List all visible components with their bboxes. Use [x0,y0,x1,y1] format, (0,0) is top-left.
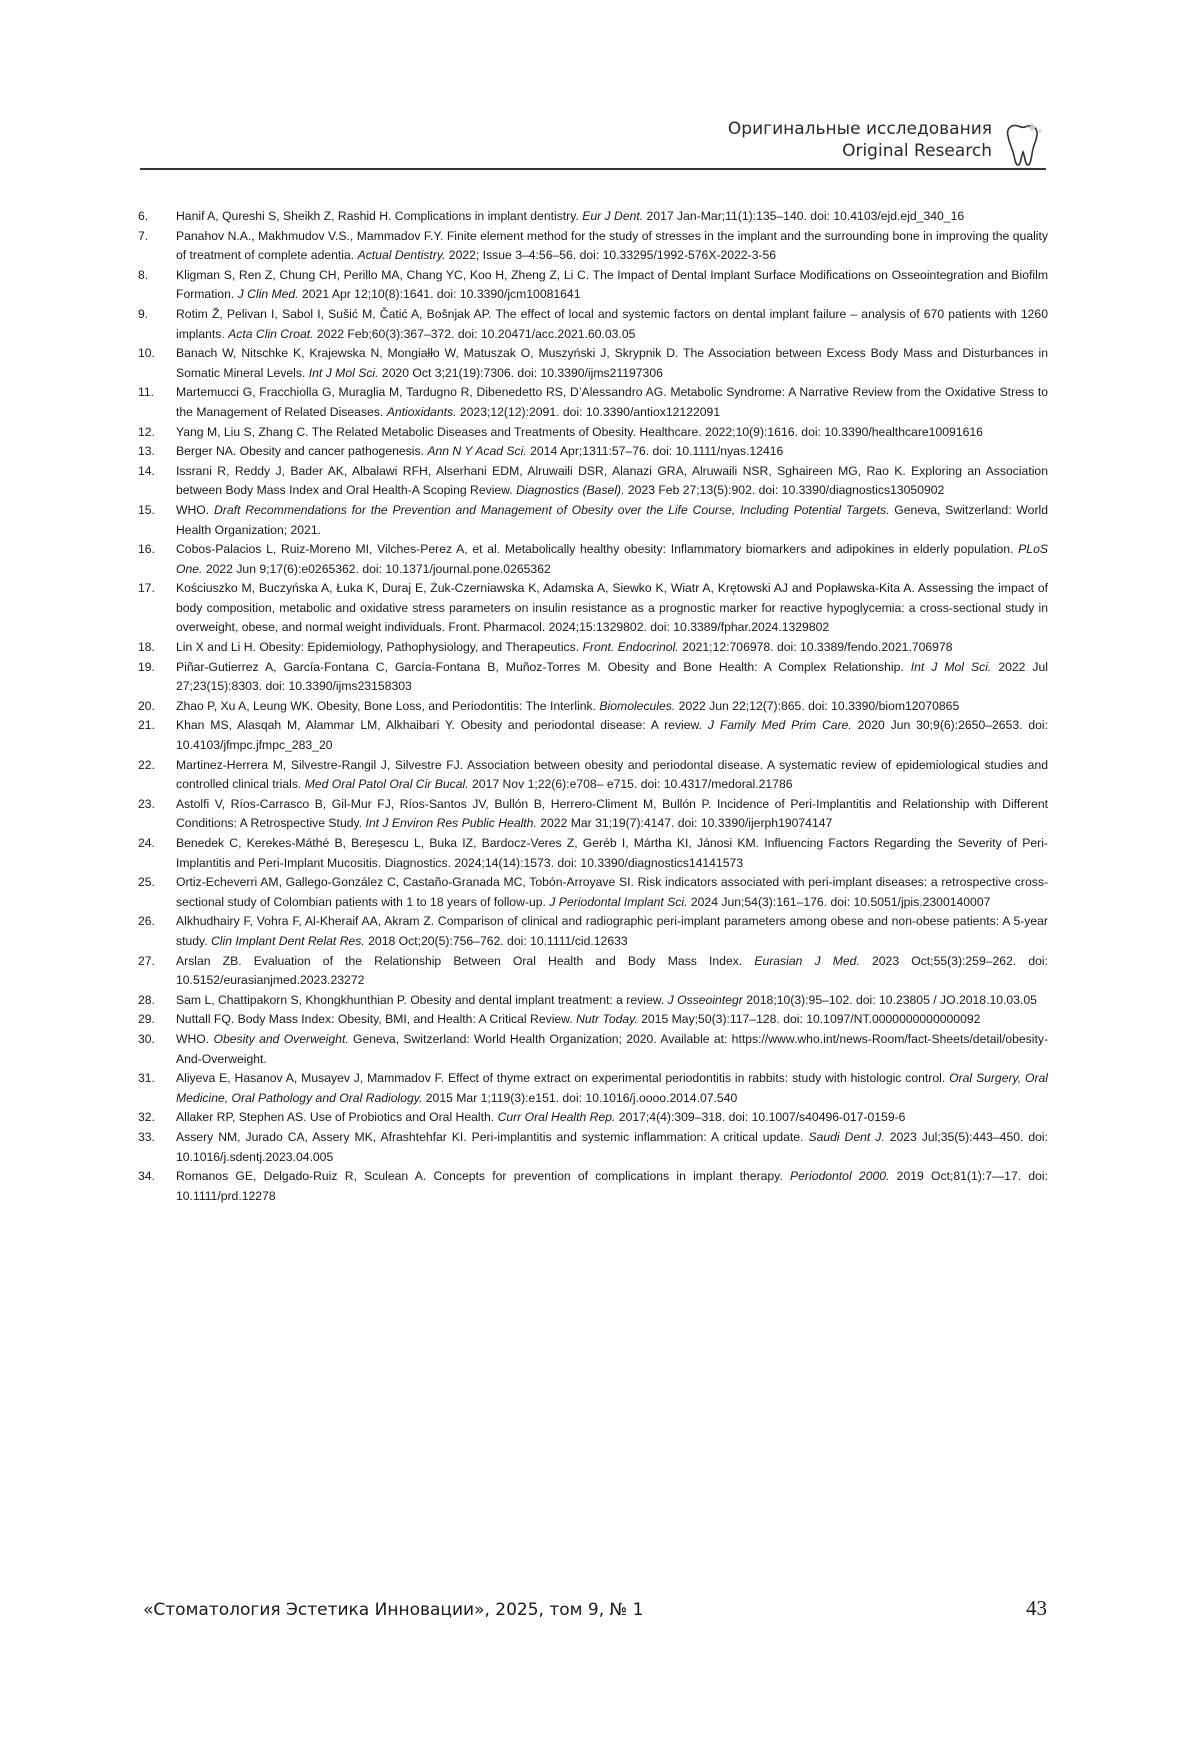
reference-item [138,873,1048,912]
section-title-ru: Оригинальные исследования [727,119,992,139]
reference-number: 31. [138,1071,155,1086]
reference-item [138,1128,1048,1167]
reference-number: 14. [138,463,155,478]
reference-number: 11. [138,385,155,400]
reference-number: 13. [138,444,155,459]
reference-item [138,1069,1048,1108]
reference-text: Astolfi V, Ríos-Carrasco B, Gil-Mur FJ, Ríos-Santos JV, Bullón B, Herrero-Climent M, Bullón P. Incidence of Peri-Implantitis and Relationship with Different Conditions: A Retrospective Study. Int J Environ Res Public Health. 2022 Mar 31;19(7):4147. doi: 10.3390/ijerph19074147 [176,796,1048,831]
reference-text: Piñar-Gutierrez A, García-Fontana C, García-Fontana B, Muñoz-Torres M. Obesity and Bone Health: A Complex Relationship. Int J Mol Sci. 2022 Jul 27;23(15):8303. doi: 10.3390/ijms23158303 [176,659,1048,694]
reference-text: Berger NA. Obesity and cancer pathogenesis. Ann N Y Acad Sci. 2014 Apr;1311:57–76. doi: 10.1111/nyas.12416 [176,444,784,459]
reference-number: 19. [138,659,155,674]
reference-text: Hanif A, Qureshi S, Sheikh Z, Rashid H. Complications in implant dentistry. Eur J Dent. 2017 Jan-Mar;11(1):135–140. doi: 10.4103/ejd.ejd_340_16 [176,209,965,223]
reference-text: Zhao P, Xu A, Leung WK. Obesity, Bone Loss, and Periodontitis: The Interlink. Biomolecules. 2022 Jun 22;12(7):865. doi: 10.3390/biom12070865 [176,698,960,713]
reference-item [138,1167,1048,1206]
reference-number: 29. [138,1012,155,1027]
reference-number: 23. [138,796,155,811]
reference-number: 18. [138,640,155,655]
reference-item [138,795,1048,834]
reference-item [138,912,1048,951]
reference-number: 15. [138,502,155,517]
reference-item [138,1108,1048,1128]
reference-item [138,579,1048,638]
reference-item [138,658,1048,697]
reference-item [138,638,1048,658]
reference-item [138,344,1048,383]
reference-text: Alkhudhairy F, Vohra F, Al-Kheraif AA, Akram Z. Comparison of clinical and radiographic peri-implant parameters among obese and non-obese patients: A 5-year study. Clin Implant Dent Relat Res. 2018 Oct;20(5):756–762. doi: 10.1111/cid.12633 [176,914,1048,948]
reference-number: 17. [138,581,155,596]
reference-number: 20. [138,698,155,713]
section-title [728,118,992,162]
section-title-en: Original Research [842,141,992,161]
reference-list [138,207,1048,1206]
footer-journal-citation: «Стоматология Эстетика Инновации», 2025, том 9, № 1 [143,1600,644,1620]
reference-text: Martemucci G, Fracchiolla G, Muraglia M, Tardugno R, Dibenedetto RS, D’Alessandro AG. Metabolic Syndrome: A Narrative Review from the Oxidative Stress to the Management of Related Diseases. Antioxidants. 2023;12(12):2091. doi: 10.3390/antiox12122091 [176,385,1048,419]
reference-item [138,1030,1048,1069]
reference-text: WHO. Obesity and Overweight. Geneva, Switzerland: World Health Organization; 2020. Available at: https://www.who.int/news-Room/fact-Sheets/detail/obesity-And-Overweight. [176,1031,1049,1066]
reference-text: Allaker RP, Stephen AS. Use of Probiotics and Oral Health. Curr Oral Health Rep. 2017;4(4):309–318. doi: 10.1007/s40496-017-0159-6 [176,1110,906,1125]
reference-text: Banach W, Nitschke K, Krajewska N, Mongiałło W, Matuszak O, Muszyński J, Skrypnik D. The Association between Excess Body Mass and Disturbances in Somatic Mineral Levels. Int J Mol Sci. 2020 Oct 3;21(19):7306. doi: 10.3390/ijms21197306 [176,346,1048,380]
page-header [140,118,1046,168]
reference-text: Benedek C, Kerekes-Máthé B, Bereșescu L, Buka IZ, Bardocz-Veres Z, Geréb I, Mártha KI, Jánosi KM. Influencing Factors Regarding the Severity of Peri-Implantitis and Peri-Implant Mucositis. Diagnostics. 2024;14(14):1573. doi: 10.3390/diagnostics14141573 [176,836,1048,870]
reference-item [138,442,1048,462]
reference-item [138,266,1048,305]
reference-number: 32. [138,1110,155,1125]
reference-item [138,834,1048,873]
reference-number: 34. [138,1169,155,1184]
reference-text: Martinez-Herrera M, Silvestre-Rangil J, Silvestre FJ. Association between obesity and periodontal disease. A systematic review of epidemiological studies and controlled clinical trials. Med Oral Patol Oral Cir Bucal. 2017 Nov 1;22(6):e708– e715. doi: 10.4317/medoral.21786 [176,757,1048,792]
reference-text: Khan MS, Alasqah M, Alammar LM, Alkhaibari Y. Obesity and periodontal disease: A review. J Family Med Prim Care. 2020 Jun 30;9(6):2650–2653. doi: 10.4103/jfmpc.jfmpc_283_20 [176,718,1048,753]
reference-item [138,540,1048,579]
reference-text: Cobos-Palacios L, Ruiz-Moreno MI, Vilches-Perez A, et al. Metabolically healthy obesity: Inflammatory biomarkers and adipokines in elderly population. PLoS One. 2022 Jun 9;17(6):e0265362. doi: 10.1371/journal.pone.0265362 [176,542,1048,576]
reference-text: Aliyeva E, Hasanov A, Musayev J, Mammadov F. Effect of thyme extract on experimental periodontitis in rabbits: study with histologic control. Oral Surgery, Oral Medicine, Oral Pathology and Oral Radiology. 2015 Mar 1;119(3):e151. doi: 10.1016/j.oooo.2014.07.540 [176,1071,1048,1105]
reference-text: Sam L, Chattipakorn S, Khongkhunthian P. Obesity and dental implant treatment: a review. J Osseointegr 2018;10(3):95–102. doi: 10.23805 / JO.2018.10.03.05 [176,992,1037,1007]
reference-number: 30. [138,1031,155,1046]
reference-number: 27. [138,953,155,968]
reference-number: 8. [138,267,149,282]
reference-number: 9. [138,306,149,321]
reference-item [138,227,1048,266]
reference-number: 12. [138,424,155,439]
reference-item [138,207,1048,227]
reference-number: 26. [138,914,155,929]
reference-number: 33. [138,1129,155,1144]
reference-item [138,697,1048,717]
reference-text: Lin X and Li H. Obesity: Epidemiology, Pathophysiology, and Therapeutics. Front. Endocrinol. 2021;12:706978. doi: 10.3389/fendo.2021.706978 [176,640,953,655]
reference-item [138,716,1048,755]
reference-number: 21. [138,718,155,733]
reference-number: 22. [138,757,155,772]
reference-item [138,1010,1048,1030]
reference-item [138,305,1048,344]
reference-text: Issrani R, Reddy J, Bader AK, Albalawi RFH, Alserhani EDM, Alruwaili DSR, Alanazi GRA, Alruwaili NSR, Sghaireen MG, Rao K. Exploring an Association between Body Mass Index and Oral Health-A Scoping Review. Diagnostics (Basel). 2023 Feb 27;13(5):902. doi: 10.3390/diagnostics13050902 [176,463,1048,498]
reference-number: 28. [138,992,155,1007]
reference-text: Romanos GE, Delgado-Ruiz R, Sculean A. Concepts for prevention of complications in implant therapy. Periodontol 2000. 2019 Oct;81(1):7—17. doi: 10.1111/prd.12278 [176,1169,1049,1203]
reference-text: Rotim Ž, Pelivan I, Sabol I, Sušić M, Čatić A, Bošnjak AP. The effect of local and systemic factors on dental implant failure – analysis of 670 patients with 1260 implants. Acta Clin Croat. 2022 Feb;60(3):367–372. doi: 10.20471/acc.2021.60.03.05 [176,306,1048,341]
reference-number: 25. [138,875,155,890]
reference-number: 24. [138,836,155,850]
reference-number: 7. [138,228,149,243]
reference-text: Ortiz-Echeverri AM, Gallego-González C, Castaño-Granada MC, Tobón-Arroyave SI. Risk indicators associated with peri-implant diseases: a retrospective cross-sectional study of Colombian patients with 1 to 18 years of follow-up. J Periodontal Implant Sci. 2024 Jun;54(3):161–176. doi: 10.5051/jpis.2300140007 [176,875,1048,909]
reference-text: Nuttall FQ. Body Mass Index: Obesity, BMI, and Health: A Critical Review. Nutr Today. 2015 May;50(3):117–128. doi: 10.1097/NT.0000000000000092 [176,1012,981,1027]
reference-item [138,501,1048,540]
reference-item [138,423,1048,443]
reference-text: Kościuszko M, Buczyńska A, Łuka K, Duraj E, Żuk-Czerniawska K, Adamska A, Siewko K, Wiatr A, Krętowski AJ and Popławska-Kita A. Assessing the impact of body composition, metabolic and oxidative stress parameters on insulin resistance as a prognostic marker for reactive hypoglycemia: a cross-sectional study in overweight, obese, and normal weight individuals. Front. Pharmacol. 2024;15:1329802. doi: 10.3389/fphar.2024.1329802 [176,581,1048,635]
reference-text: Panahov N.A., Makhmudov V.S., Mammadov F.Y. Finite element method for the study of stresses in the implant and the surrounding bone in improving the quality of treatment of complete adentia. Actual Dentistry. 2022; Issue 3–4:56–56. doi: 10.33295/1992-576X-2022-3-56 [176,228,1048,263]
reference-item [138,991,1048,1011]
reference-text: Arslan ZB. Evaluation of the Relationship Between Oral Health and Body Mass Index. Eurasian J Med. 2023 Oct;55(3):259–262. doi: 10.5152/eurasianjmed.2023.23272 [176,953,1049,988]
reference-number: 10. [138,346,155,361]
reference-text: WHO. Draft Recommendations for the Prevention and Management of Obesity over the Life Course, Including Potential Targets. Geneva, Switzerland: World Health Organization; 2021. [176,502,1049,537]
reference-number: 6. [138,209,149,223]
tooth-icon [1000,118,1046,168]
reference-item [138,952,1048,991]
reference-item [138,383,1048,422]
page-number: 43 [1026,1596,1047,1620]
reference-number: 16. [138,542,155,557]
reference-text: Kligman S, Ren Z, Chung CH, Perillo MA, Chang YC, Koo H, Zheng Z, Li C. The Impact of Dental Implant Surface Modifications on Osseointegration and Biofilm Formation. J Clin Med. 2021 Apr 12;10(8):1641. doi: 10.3390/jcm10081641 [176,267,1048,302]
header-divider [140,168,1046,170]
reference-text: Yang M, Liu S, Zhang C. The Related Metabolic Diseases and Treatments of Obesity. Healthcare. 2022;10(9):1616. doi: 10.3390/healthcare10091616 [176,424,983,439]
reference-item [138,756,1048,795]
reference-item [138,462,1048,501]
reference-text: Assery NM, Jurado CA, Assery MK, Afrashtehfar KI. Peri-implantitis and systemic inflammation: A critical update. Saudi Dent J. 2023 Jul;35(5):443–450. doi: 10.1016/j.sdentj.2023.04.005 [176,1129,1049,1164]
